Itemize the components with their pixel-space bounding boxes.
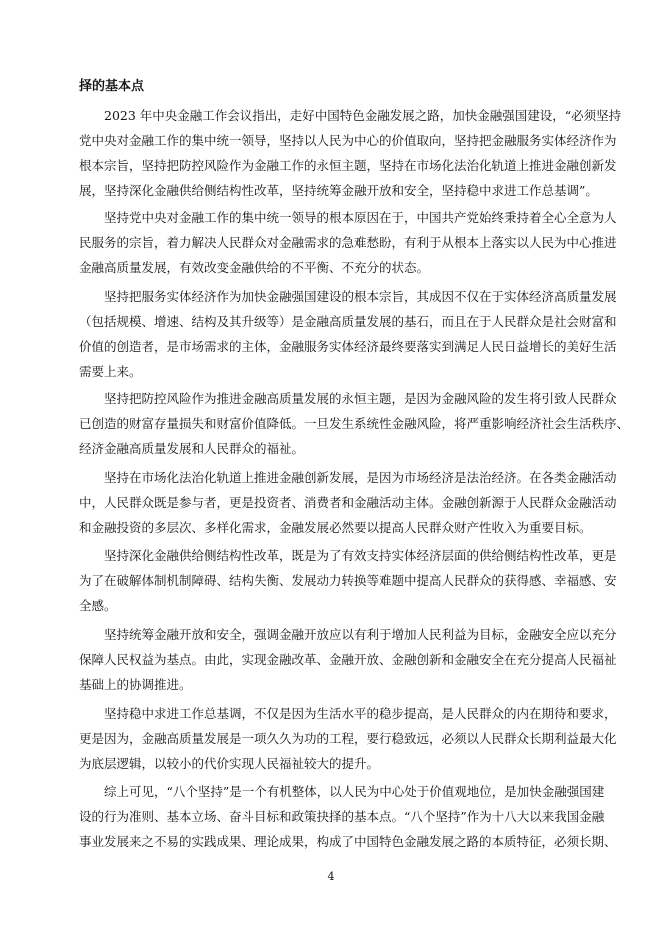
paragraph-line: 金融高质量发展，有效改变金融供给的不平衡、不充分的状态。	[79, 260, 430, 275]
paragraph-line: 坚持把服务实体经济作为加快金融强国建设的根本宗旨，其成因不仅在于实体经济高质量发展	[104, 289, 617, 304]
paragraph-line: 保障人民权益为基点。由此，实现金融改革、金融开放、金融创新和金融安全在充分提高人民福祉	[79, 652, 617, 667]
paragraph-6	[79, 543, 617, 618]
paragraph-line: 需要上来。	[79, 364, 142, 379]
paragraph-line: 民服务的宗旨，着力解决人民群众对金融需求的急难愁盼，有利于从根本上落实以人民为中心推进	[79, 235, 617, 250]
paragraph-line: 2023 年中央金融工作会议指出，走好中国特色金融发展之路，加快金融强国建设，“必须坚持	[104, 108, 622, 123]
paragraph-line: 更是因为，金融高质量发展是一项久久为功的工程，要行稳致远，必须以人民群众长期利益最大化	[79, 731, 617, 746]
paragraph-line: 坚持统筹金融开放和安全，强调金融开放应以有利于增加人民利益为目标，金融安全应以充分	[104, 627, 617, 642]
paragraph-line: 坚持党中央对金融工作的集中统一领导的根本原因在于，中国共产党始终秉持着全心全意为人	[104, 210, 617, 225]
section-heading: 择的基本点	[79, 79, 145, 94]
paragraph-4	[79, 386, 630, 461]
paragraph-1	[79, 103, 622, 203]
paragraph-line: 坚持在市场化法治化轨道上推进金融创新发展，是因为市场经济是法治经济。在各类金融活动	[104, 470, 617, 485]
paragraph-5	[79, 465, 617, 540]
paragraph-line: 和金融投资的多层次、多样化需求，金融发展必然要以提高人民群众财产性收入为重要目标。	[79, 520, 592, 535]
paragraph-7	[79, 622, 617, 697]
paragraph-line: 综上可见，“八个坚持”是一个有机整体，以人民为中心处于价值观地位，是加快金融强国建	[104, 784, 605, 799]
paragraph-2	[79, 205, 617, 280]
paragraph-line: 中，人民群众既是参与者，更是投资者、消费者和金融活动主体。金融创新源于人民群众金融活动	[79, 495, 617, 510]
paragraph-line: 基础上的协调推进。	[79, 677, 192, 692]
paragraph-line: 坚持稳中求进工作总基调，不仅是因为生活水平的稳步提高，是人民群众的内在期待和要求，	[104, 706, 617, 721]
paragraph-line: 事业发展来之不易的实践成果、理论成果，构成了中国特色金融发展之路的本质特征，必须长期、	[79, 834, 617, 849]
page-number: 4	[327, 870, 335, 883]
paragraph-line: 展，坚持深化金融供给侧结构性改革，坚持统筹金融开放和安全，坚持稳中求进工作总基调”。	[79, 183, 598, 198]
paragraph-line: （包括规模、增速、结构及其升级等）是金融高质量发展的基石，而且在于人民群众是社会财富和	[79, 314, 617, 329]
paragraph-line: 根本宗旨，坚持把防控风险作为金融工作的永恒主题，坚持在市场化法治化轨道上推进金融创新发	[79, 158, 617, 173]
paragraph-3	[79, 284, 617, 384]
paragraph-line: 坚持深化金融供给侧结构性改革，既是为了有效支持实体经济层面的供给侧结构性改革，更是	[104, 548, 617, 563]
paragraph-8	[79, 701, 617, 776]
paragraph-line: 党中央对金融工作的集中统一领导，坚持以人民为中心的价值取向，坚持把金融服务实体经济作为	[79, 133, 617, 148]
paragraph-line: 为底层逻辑，以较小的代价实现人民福祉较大的提升。	[79, 756, 380, 771]
paragraph-9	[79, 779, 617, 854]
paragraph-line: 全感。	[79, 598, 117, 613]
paragraph-line: 价值的创造者，是市场需求的主体，金融服务实体经济最终要落实到满足人民日益增长的美好生活	[79, 339, 617, 354]
paragraph-line: 设的行为准则、基本立场、奋斗目标和政策抉择的基本点。“八个坚持”作为十八大以来我国金融	[79, 809, 605, 824]
paragraph-line: 经济金融高质量发展和人民群众的福祉。	[79, 441, 305, 456]
paragraph-line: 坚持把防控风险作为推进金融高质量发展的永恒主题，是因为金融风险的发生将引致人民群众	[104, 391, 617, 406]
paragraph-line: 为了在破解体制机制障碍、结构失衡、发展动力转换等难题中提高人民群众的获得感、幸福感、安	[79, 573, 617, 588]
paragraph-line: 已创造的财富存量损失和财富价值降低。一旦发生系统性金融风险，将严重影响经济社会生活秩序、	[79, 416, 630, 431]
